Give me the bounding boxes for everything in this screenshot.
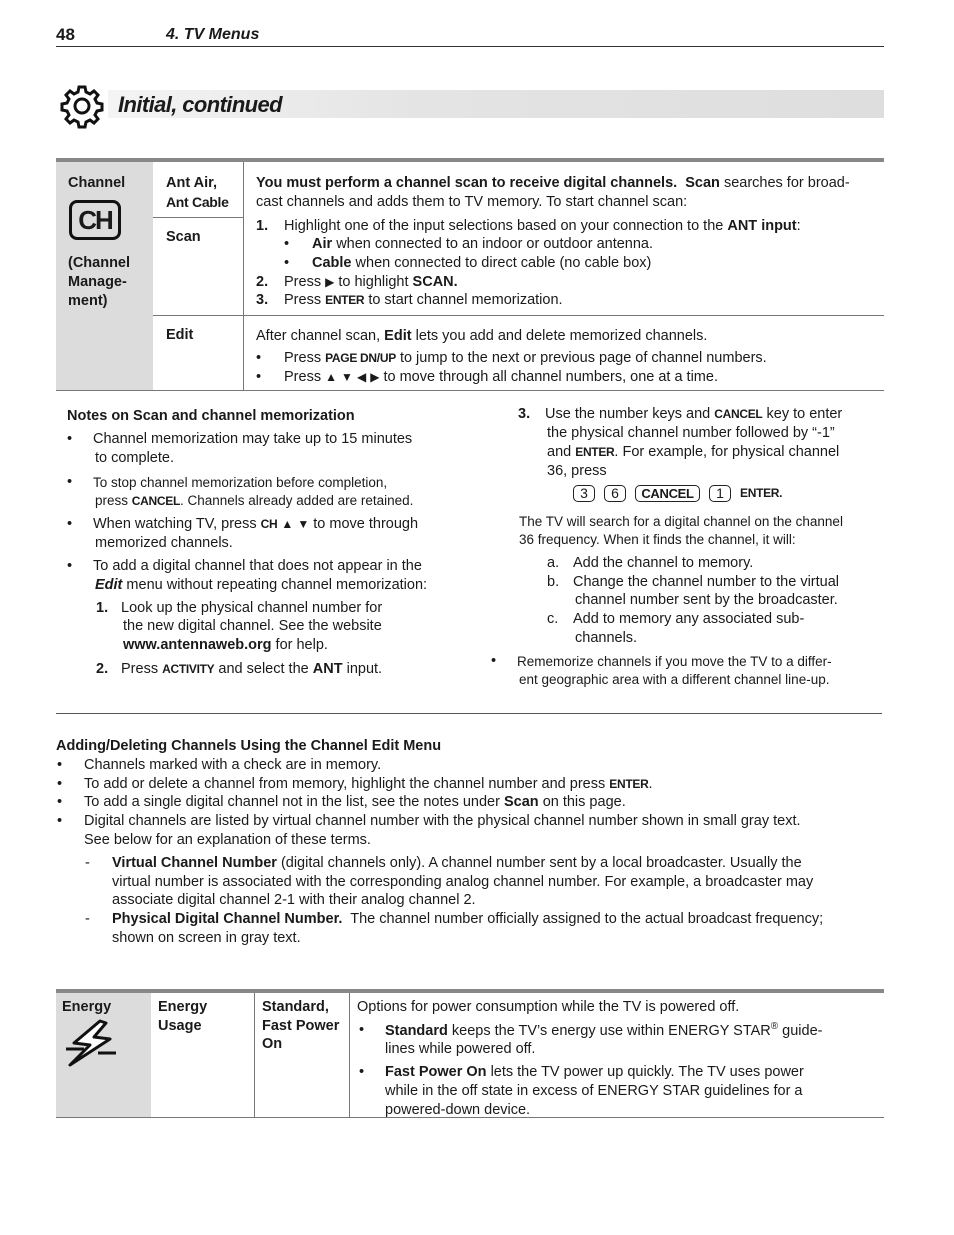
bullet: •	[67, 474, 73, 490]
edit-intro: After channel scan, Edit lets you add and delete memorized channels.	[256, 328, 708, 344]
left-arrow-icon: ◀	[356, 370, 367, 384]
header-rule	[56, 46, 884, 47]
sub-step-3-line-4: 36, press	[547, 463, 607, 479]
dash: -	[85, 911, 90, 927]
note-2-line-1: To stop channel memorization before completion,	[93, 475, 388, 490]
bullet: •	[67, 431, 73, 447]
up-arrow-icon: ▲	[325, 370, 337, 384]
channel-sub-label-2: Manage-	[68, 274, 127, 290]
sub-step-3-line-1: Use the number keys and CANCEL key to enter	[545, 406, 843, 422]
step-1-text: Highlight one of the input selections based on your connection to the ANT input:	[284, 218, 801, 234]
note-2-line-2: press CANCEL. Channels already added are retained.	[95, 493, 414, 508]
bullet: •	[284, 255, 290, 271]
edit-menu-bullet-2: To add or delete a channel from memory, highlight the channel number and press ENTER.	[84, 776, 653, 792]
sub-step-3-line-3: and ENTER. For example, for physical channel	[547, 444, 840, 460]
right-arrow-icon: ▶	[370, 370, 380, 384]
step-3-text: Press ENTER to start channel memorization.	[284, 292, 563, 308]
energy-item-line-2: Usage	[158, 1018, 202, 1034]
edit-bullet-arrows: Press ▲ ▼ ◀ ▶ to move through all channel numbers, one at a time.	[284, 369, 718, 385]
fast-power-line-2: while in the off state in excess of ENERGY STAR guidelines for a	[385, 1083, 803, 1099]
virtual-channel-line-2: virtual number is associated with the corresponding analog channel number. For example, a broadcaster may	[112, 874, 814, 890]
up-arrow-icon: ▲	[281, 517, 294, 531]
edit-menu-heading: Adding/Deleting Channels Using the Channel Edit Menu	[56, 738, 442, 754]
virtual-channel-line-1: Virtual Channel Number (digital channels only). A channel number sent by a local broadcaster. Usually the	[112, 855, 802, 871]
channel-description-cell	[244, 162, 884, 390]
bullet: •	[67, 558, 73, 574]
item-ant-air: Ant Air,	[166, 175, 218, 191]
sub-step-1-number: 1.	[96, 600, 109, 616]
bullet: •	[256, 350, 262, 366]
sub-step-1-line-3: www.antennaweb.org for help.	[123, 637, 328, 653]
scan-intro-line-1: You must perform a channel scan to receive digital channels. Scan searches for broad-	[256, 175, 850, 191]
list-label-b: b.	[547, 574, 560, 590]
note-1-line-1: Channel memorization may take up to 15 minutes	[93, 431, 413, 447]
bullet: •	[57, 794, 63, 810]
sub-step-3-number: 3.	[518, 406, 531, 422]
channel-sub-label-3: ment)	[68, 293, 108, 309]
cell-divider	[254, 993, 255, 1117]
dash: -	[85, 855, 90, 871]
energy-intro: Options for power consumption while the TV is powered off.	[357, 999, 740, 1015]
bullet: •	[57, 776, 63, 792]
rememorize-line-2: ent geographic area with a different channel line-up.	[519, 672, 830, 687]
cable-option: Cable when connected to direct cable (no cable box)	[312, 255, 652, 271]
air-option: Air when connected to an indoor or outdoor antenna.	[312, 236, 654, 252]
bullet: •	[359, 1022, 365, 1038]
sub-step-2-number: 2.	[96, 661, 109, 677]
right-arrow-icon: ▶	[325, 275, 335, 289]
note-3-line-2: memorized channels.	[95, 535, 233, 551]
channel-category-label: Channel	[68, 175, 126, 191]
channel-table	[56, 158, 884, 391]
section-title: Initial, continued	[118, 92, 282, 117]
energy-table	[56, 989, 884, 1118]
sub-step-2-text: Press ACTIVITY and select the ANT input.	[121, 661, 383, 677]
bullet: •	[57, 813, 63, 829]
note-1-line-2: to complete.	[95, 450, 174, 466]
energy-category-label: Energy	[62, 999, 112, 1015]
chapter-title: 4. TV Menus	[166, 26, 260, 43]
cell-divider	[243, 315, 884, 316]
cell-divider	[153, 315, 244, 316]
bullet: •	[67, 516, 73, 532]
list-label-a: a.	[547, 555, 560, 571]
cell-divider	[153, 217, 244, 218]
energy-option-line-1: Standard,	[262, 999, 329, 1015]
rememorize-line-1: Rememorize channels if you move the TV to a differ-	[517, 654, 832, 669]
step-1-number: 1.	[256, 218, 269, 234]
step-2-text: Press ▶ to highlight SCAN.	[284, 274, 458, 290]
item-ant-cable: Ant Cable	[166, 194, 229, 210]
edit-menu-bullet-3: To add a single digital channel not in the list, see the notes under Scan on this page.	[84, 794, 626, 810]
edit-bullet-page: Press PAGE DN/UP to jump to the next or previous page of channel numbers.	[284, 350, 767, 366]
bullet: •	[491, 653, 497, 669]
cell-divider	[349, 993, 350, 1117]
down-arrow-icon: ▼	[341, 370, 353, 384]
scan-intro-line-2: cast channels and adds them to TV memory. To start channel scan:	[256, 194, 688, 210]
energy-category-cell	[56, 993, 151, 1117]
lightning-icon	[62, 1019, 120, 1067]
notes-heading: Notes on Scan and channel memorization	[67, 408, 355, 424]
section-divider	[56, 713, 882, 714]
physical-channel-line-1: Physical Digital Channel Number. The channel number officially assigned to the actual broadcast frequency;	[112, 911, 824, 927]
energy-option-line-2: Fast Power	[262, 1018, 340, 1034]
gear-icon	[58, 82, 106, 130]
bullet: •	[256, 369, 262, 385]
channel-sub-label-1: (Channel	[68, 255, 131, 271]
list-item-c-line-1: Add to memory any associated sub-	[573, 611, 805, 627]
list-item-b-line-1: Change the channel number to the virtual	[573, 574, 840, 590]
edit-menu-bullet-4-line-1: Digital channels are listed by virtual channel number with the physical channel number shown in small gray text.	[84, 813, 801, 829]
sub-step-1-line-2: the new digital channel. See the website	[123, 618, 382, 634]
key-enter-label: ENTER.	[740, 486, 783, 500]
fast-power-line-3: powered-down device.	[385, 1102, 531, 1118]
note-4-line-2: Edit menu without repeating channel memorization:	[95, 577, 428, 593]
fast-power-line-1: Fast Power On lets the TV power up quickly. The TV uses power	[385, 1064, 804, 1080]
physical-channel-line-2: shown on screen in gray text.	[112, 930, 301, 946]
list-item-c-line-2: channels.	[575, 630, 638, 646]
key-cancel: CANCEL	[635, 485, 700, 502]
item-edit: Edit	[166, 327, 194, 343]
standard-line-2: lines while powered off.	[385, 1041, 536, 1057]
search-line-2: 36 frequency. When it finds the channel, it will:	[519, 532, 796, 547]
down-arrow-icon: ▼	[297, 517, 310, 531]
step-2-number: 2.	[256, 274, 269, 290]
standard-line-1: Standard keeps the TV’s energy use within ENERGY STAR® guide-	[385, 1021, 823, 1039]
energy-item-line-1: Energy	[158, 999, 208, 1015]
key-3: 3	[573, 485, 595, 502]
bullet: •	[284, 236, 290, 252]
search-line-1: The TV will search for a digital channel on the channel	[519, 514, 843, 529]
channel-category-cell	[56, 162, 153, 390]
energy-option-line-3: On	[262, 1036, 283, 1052]
key-1: 1	[709, 485, 731, 502]
bullet: •	[359, 1064, 365, 1080]
edit-menu-bullet-4-line-2: See below for an explanation of these terms.	[84, 832, 371, 848]
list-item-a: Add the channel to memory.	[573, 555, 754, 571]
sub-step-3-line-2: the physical channel number followed by “-1”	[547, 425, 835, 441]
ch-icon: CH	[69, 200, 121, 240]
page-number: 48	[56, 25, 75, 44]
edit-menu-bullet-1: Channels marked with a check are in memory.	[84, 757, 382, 773]
list-item-b-line-2: channel number sent by the broadcaster.	[575, 592, 838, 608]
item-scan: Scan	[166, 229, 201, 245]
key-6: 6	[604, 485, 626, 502]
sub-step-1-line-1: Look up the physical channel number for	[121, 600, 383, 616]
virtual-channel-line-3: associate digital channel 2-1 with their analog channel 2.	[112, 892, 476, 908]
step-3-number: 3.	[256, 292, 269, 308]
bullet: •	[57, 757, 63, 773]
note-4-line-1: To add a digital channel that does not appear in the	[93, 558, 422, 574]
antennaweb-link[interactable]: www.antennaweb.org	[123, 637, 272, 653]
list-label-c: c.	[547, 611, 559, 627]
channel-items-cell	[153, 162, 244, 390]
note-3-line-1: When watching TV, press CH ▲ ▼ to move through	[93, 516, 419, 532]
